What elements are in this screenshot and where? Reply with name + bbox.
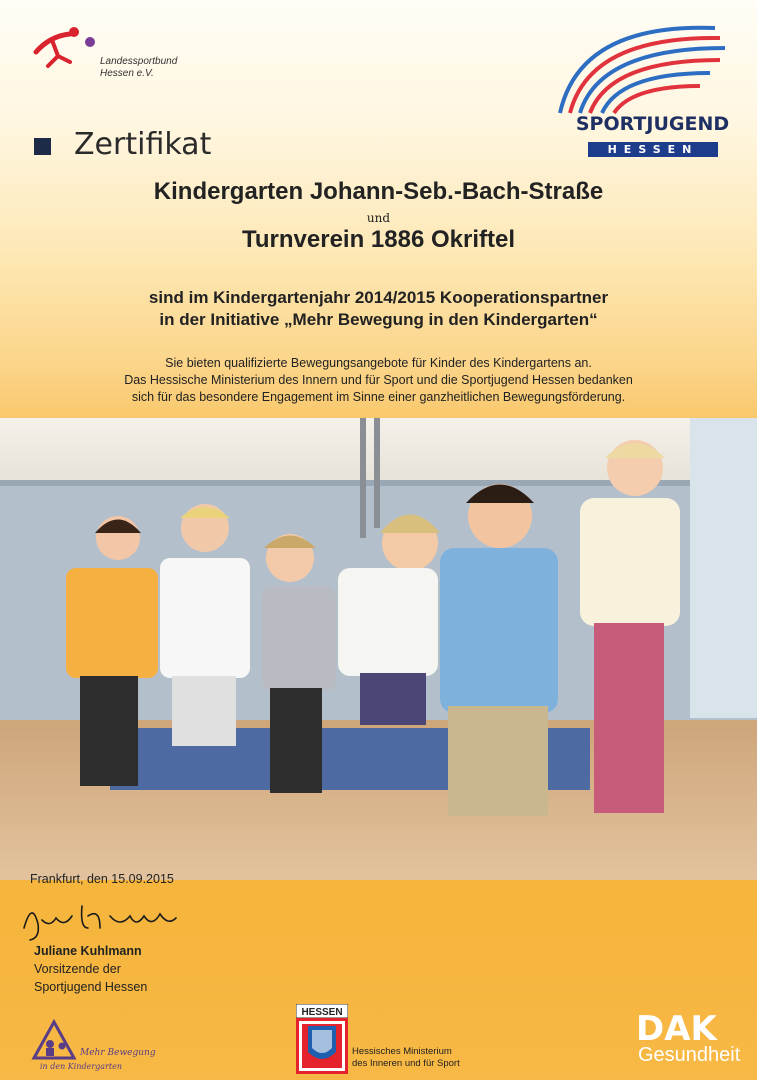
rainbow-arcs-icon — [550, 18, 750, 118]
signer-name: Juliane Kuhlmann — [34, 944, 142, 958]
ministry-label — [352, 1046, 460, 1070]
ministry-line-1: Hessisches Ministerium — [352, 1046, 452, 1057]
heading-bullet-icon — [34, 138, 51, 155]
signature — [20, 898, 180, 942]
children-jumping-photo — [0, 418, 757, 880]
landessportbund-logo — [30, 22, 200, 82]
certificate-heading: Zertifikat — [74, 127, 212, 162]
partner-club: Turnverein 1886 Okriftel — [242, 226, 515, 253]
sportjugend-wordmark: SPORTJUGEND — [575, 113, 730, 135]
signer-role-line-2: Sportjugend Hessen — [34, 980, 148, 994]
statement-line-2: in der Initiative „Mehr Bewegung in den Kindergarten“ — [159, 310, 598, 329]
hessen-coat-of-arms-logo — [296, 1004, 348, 1074]
place-and-date: Frankfurt, den 15.09.2015 — [30, 872, 174, 886]
dak-gesundheit-logo — [636, 1010, 752, 1074]
mehr-bewegung-logo — [30, 1018, 170, 1076]
statement-line-1: sind im Kindergartenjahr 2014/2015 Kooperationspartner — [148, 288, 609, 307]
house-kids-icon — [30, 1018, 80, 1062]
body-line-3: sich für das besondere Engagement im Sinne einer ganzheitlichen Bewegungsförderung. — [131, 390, 626, 404]
runner-icon — [30, 22, 100, 72]
ministry-line-2: des Inneren und für Sport — [352, 1058, 460, 1069]
body-line-1: Sie bieten qualifizierte Bewegungsangebote für Kinder des Kindergartens an. — [165, 356, 592, 370]
lsb-name: Landessportbund — [100, 56, 178, 67]
dak-wordmark: DAK — [636, 1010, 717, 1044]
partner-kindergarten: Kindergarten Johann-Seb.-Bach-Straße — [153, 178, 604, 205]
body-line-2: Das Hessische Ministerium des Innern und für Sport und die Sportjugend Hessen bedanken — [124, 373, 633, 387]
statement — [0, 287, 757, 331]
body-text — [0, 355, 757, 406]
lsb-suffix: Hessen e.V. — [100, 68, 154, 79]
mbk-line-2: in den Kindergarten — [40, 1062, 122, 1071]
dak-subtitle: Gesundheit — [638, 1044, 741, 1066]
hessen-label: HESSEN — [301, 1007, 343, 1018]
sportjugend-hessen-band: HESSEN — [588, 142, 718, 157]
mbk-line-1: Mehr Bewegung — [80, 1048, 156, 1058]
sportjugend-hessen-logo — [550, 18, 750, 166]
signer-role-line-1: Vorsitzende der — [34, 962, 121, 976]
connector-word: und — [366, 211, 391, 225]
